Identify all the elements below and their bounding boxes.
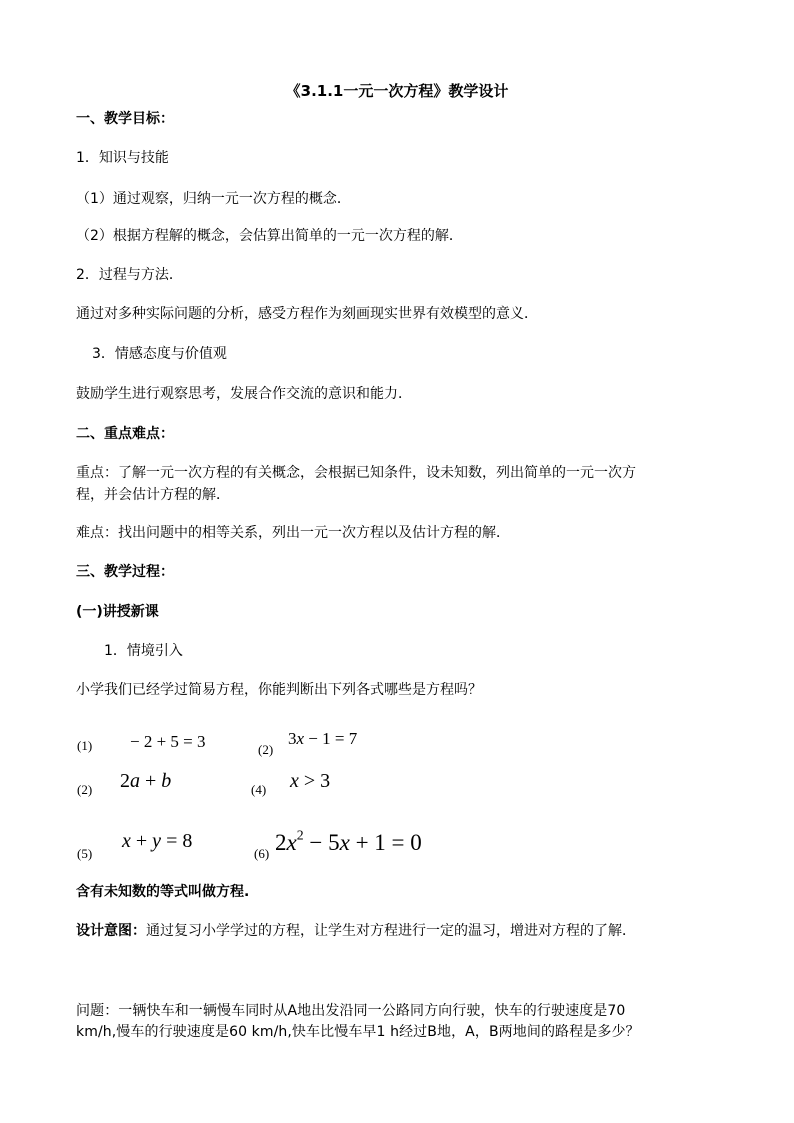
expr-4-var: x [290, 770, 299, 792]
expr-6 [275, 827, 422, 855]
expr-3-op: + [140, 770, 162, 792]
intro-question: 小学我们已经学过简易方程，你能判断出下列各式哪些是方程吗？ [76, 682, 482, 698]
expr-label-5: (5) [77, 846, 93, 861]
expr-3-var-a: a [130, 770, 140, 792]
expr-5-op: + [130, 830, 153, 852]
problem-line-2: km/h,慢车的行驶速度是60 km/h,快车比慢车早1 h经过B地，A，B两地间的路程是多少？ [76, 1024, 640, 1040]
expr-6-exponent: 2 [296, 827, 304, 843]
objective-1-1: （1）通过观察，归纳一元一次方程的概念． [76, 191, 351, 207]
expr-5-rest: = 8 [161, 830, 193, 852]
expr-label-4: (4) [251, 782, 267, 797]
objective-1-2: （2）根据方程解的概念，会估算出简单的一元一次方程的解． [76, 228, 463, 244]
expr-6-coef: 2 [275, 830, 287, 855]
expr-2-var: x [296, 729, 305, 748]
section-heading-process: 三、教学过程： [76, 564, 174, 580]
expr-label-2: (2) [258, 742, 274, 757]
step-situation-intro: 1．情境引入 [104, 643, 183, 659]
objective-knowledge-skills: 1．知识与技能 [76, 150, 169, 166]
expr-2 [288, 730, 357, 747]
key-point-line-2: 程，并会估计方程的解． [76, 487, 230, 503]
design-intent-label: 设计意图： [76, 923, 146, 939]
design-intent [76, 921, 636, 941]
objective-attitude-text: 鼓励学生进行观察思考，发展合作交流的意识和能力． [76, 386, 412, 402]
subsection-new-lesson: (一)讲授新课 [76, 604, 159, 620]
expr-5-var-x: x [122, 830, 131, 852]
section-heading-objectives: 一、教学目标： [76, 111, 174, 127]
problem-line-1: 问题：一辆快车和一辆慢车同时从A地出发沿同一公路同方向行驶，快车的行驶速度是70 [76, 1003, 626, 1019]
expr-label-3: (2) [77, 782, 93, 797]
expr-5 [122, 831, 192, 851]
objective-attitude-values: 3．情感态度与价值观 [92, 346, 227, 362]
expr-4 [290, 771, 330, 791]
section-heading-key-points: 二、重点难点： [76, 426, 174, 442]
expr-4-rest: > 3 [298, 770, 331, 792]
expr-label-6: (6) [254, 846, 270, 861]
expr-1 [130, 733, 206, 750]
document-title: 《3.1.1一元一次方程》教学设计 [285, 82, 509, 100]
expr-5-var-y: y [152, 830, 162, 852]
key-point-line-1: 重点：了解一元一次方程的有关概念，会根据已知条件，设未知数，列出简单的一元一次方 [76, 465, 636, 481]
difficulty-text: 难点：找出问题中的相等关系，列出一元一次方程以及估计方程的解． [76, 525, 510, 541]
expr-3 [120, 771, 171, 791]
objective-process-text: 通过对多种实际问题的分析，感受方程作为刻画现实世界有效模型的意义． [76, 306, 538, 322]
equation-definition: 含有未知数的等式叫做方程. [76, 884, 250, 900]
objective-process-method: 2．过程与方法． [76, 267, 183, 283]
expr-2-rest: − 1 = 7 [304, 729, 358, 748]
expr-3-var-b: b [161, 770, 172, 792]
expr-2-coef: 3 [288, 729, 297, 748]
expr-6-var-x1: x [286, 830, 297, 855]
expr-6-var-x2: x [339, 830, 350, 855]
expr-3-coef: 2 [120, 770, 130, 792]
design-intent-text: 通过复习小学学过的方程，让学生对方程进行一定的温习，增进对方程的了解． [146, 923, 636, 939]
expr-6-mid: − 5 [303, 830, 340, 855]
expr-1-text: − 2 + 5 = 3 [130, 732, 206, 751]
expr-6-rest: + 1 = 0 [349, 830, 422, 855]
expr-label-1: (1) [77, 738, 93, 753]
